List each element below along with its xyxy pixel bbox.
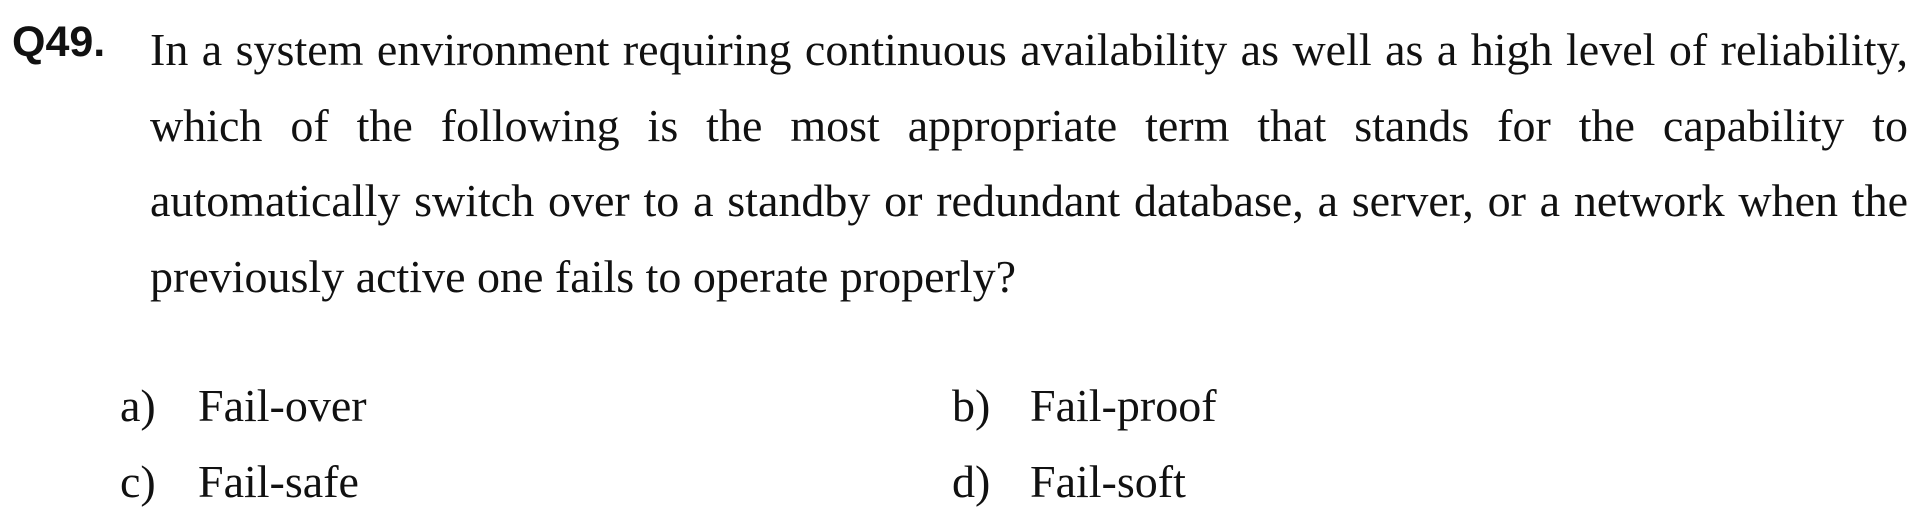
option-a-text: Fail-over (198, 380, 367, 431)
question-text: In a system environment requiring continuous availability as well as a high level of reliability, which of the following is the most appropriate term that stands for the capability to automatically switch over to a standby or redundant database, a server, or a network when the previously active one fails to operate properly? (150, 24, 1908, 302)
option-c-text: Fail-safe (198, 456, 359, 507)
option-d-text: Fail-soft (1030, 456, 1186, 507)
option-d (952, 452, 1186, 512)
option-b (952, 376, 1217, 436)
option-d-label: d) (952, 456, 991, 507)
option-c-label: c) (120, 456, 156, 507)
option-b-label: b) (952, 380, 991, 431)
question-number: Q49. (12, 18, 106, 66)
option-c (120, 452, 359, 512)
option-a (120, 376, 367, 436)
option-b-text: Fail-proof (1030, 380, 1217, 431)
option-a-label: a) (120, 380, 156, 431)
